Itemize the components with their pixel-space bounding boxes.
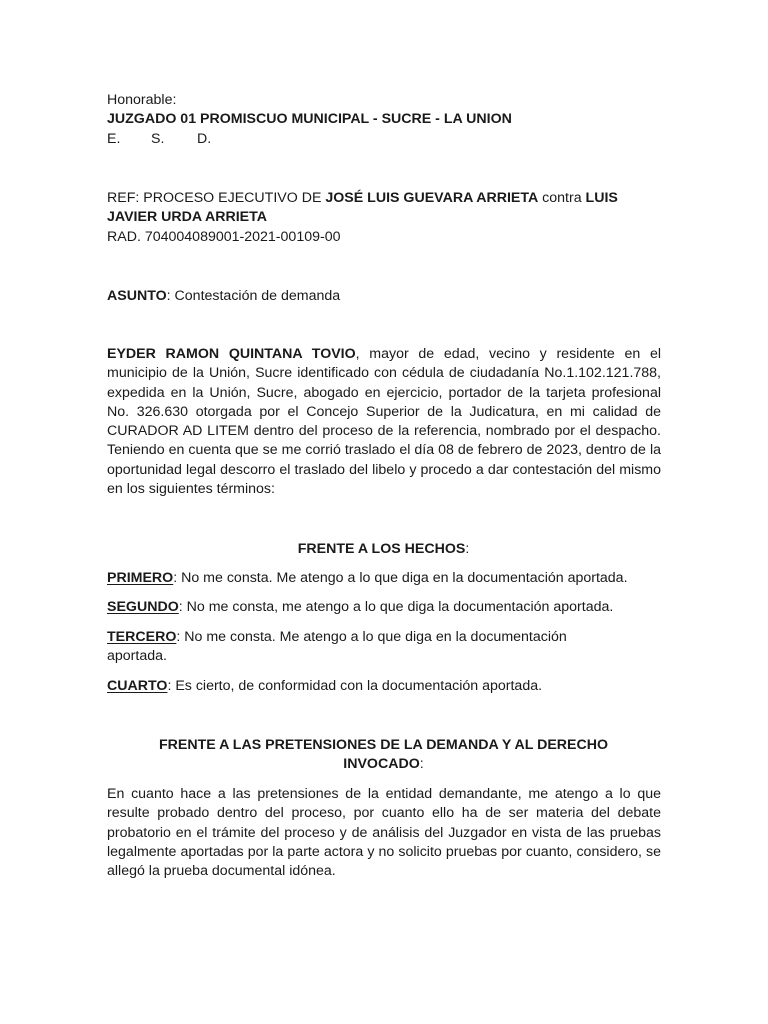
hecho-label: PRIMERO	[107, 570, 174, 586]
esd-d: D.	[197, 130, 212, 147]
esd-s: S.	[151, 130, 165, 147]
pretensiones-heading-text: INVOCADO	[343, 756, 420, 773]
hechos-list	[107, 569, 660, 588]
ref-plaintiff: JOSÉ LUIS GUEVARA ARRIETA	[325, 190, 539, 206]
salutation: Honorable:	[107, 92, 177, 108]
asunto-block	[107, 287, 660, 306]
pretensiones-heading-line-2	[107, 755, 660, 774]
pretensiones-heading-line-1: FRENTE A LAS PRETENSIONES DE LA DEMANDA Y AL DERECHO	[158, 737, 609, 753]
hechos-list-4	[107, 677, 660, 696]
attorney-name: EYDER RAMON QUINTANA TOVIO	[107, 346, 356, 362]
asunto-line	[107, 287, 660, 306]
hecho-item	[107, 677, 660, 696]
hecho-item	[107, 598, 660, 617]
esd-e: E.	[107, 130, 121, 147]
hecho-label: TERCERO	[107, 629, 177, 645]
reference-block	[107, 189, 660, 247]
ref-defendant-1: LUIS	[585, 190, 618, 206]
asunto-text: : Contestación de demanda	[166, 288, 341, 304]
pretensiones-heading	[107, 736, 660, 775]
pretensiones-heading-suffix: :	[419, 756, 424, 773]
court-name: JUZGADO 01 PROMISCUO MUNICIPAL - SUCRE - LA UNION	[107, 111, 512, 128]
hecho-label: SEGUNDO	[107, 599, 179, 615]
hecho-item	[107, 569, 660, 588]
hechos-heading-text: FRENTE A LOS HECHOS	[297, 541, 466, 557]
hecho-label: CUARTO	[107, 678, 168, 694]
ref-defendant-2: JAVIER URDA ARRIETA	[107, 209, 268, 226]
hecho-item	[107, 628, 660, 647]
hecho-text-continued: aportada.	[107, 648, 167, 665]
hecho-text: : No me consta. Me atengo a lo que diga en la documentación	[176, 629, 567, 645]
ref-line-1	[107, 189, 660, 208]
ref-prefix: REF: PROCESO EJECUTIVO DE	[107, 190, 326, 206]
esd-line	[107, 130, 660, 149]
hecho-text: : No me consta. Me atengo a lo que diga en la documentación aportada.	[173, 570, 628, 586]
hecho-text: : No me consta, me atengo a lo que diga la documentación aportada.	[178, 599, 614, 615]
hechos-list-2	[107, 598, 660, 617]
asunto-label: ASUNTO	[107, 288, 167, 304]
hechos-heading-suffix: :	[465, 541, 470, 557]
rad-number: RAD. 704004089001-2021-00109-00	[107, 228, 341, 245]
hecho-text: : Es cierto, de conformidad con la documentación aportada.	[167, 678, 543, 694]
intro-paragraph	[107, 345, 661, 499]
ref-contra: contra	[538, 190, 586, 206]
addressee-block	[107, 91, 660, 149]
pretensiones-paragraph: En cuanto hace a las pretensiones de la entidad demandante, me atengo a lo que resulte probado dentro del proceso, por cuanto ello ha de ser materia del debate probatorio en el trámite del proceso y de análisis del Juzgador en vista de las pruebas legalmente aportadas por la parte actora y no solicito pruebas por cuanto, considero, se allegó la prueba documental idónea.	[107, 786, 661, 880]
hechos-list-3	[107, 628, 660, 667]
hechos-heading	[107, 540, 660, 559]
intro-text: , mayor de edad, vecino y residente en el municipio de la Unión, Sucre identificado con cédula de ciudadanía No.1.102.121.788, expedida en la Unión, Sucre, abogado en ejercicio, portador de la tarjeta profesional No. 326.630 otorgada por el Concejo Superior de la Judicatura, en mi calidad de CURADOR AD LITEM dentro del proceso de la referencia, nombrado por el despacho. Teniendo en cuenta que se me corrió traslado el día 08 de febrero de 2023, dentro de la oportunidad legal descorro el traslado del libelo y procedo a dar contestación del mismo en los siguientes términos:	[107, 346, 661, 498]
